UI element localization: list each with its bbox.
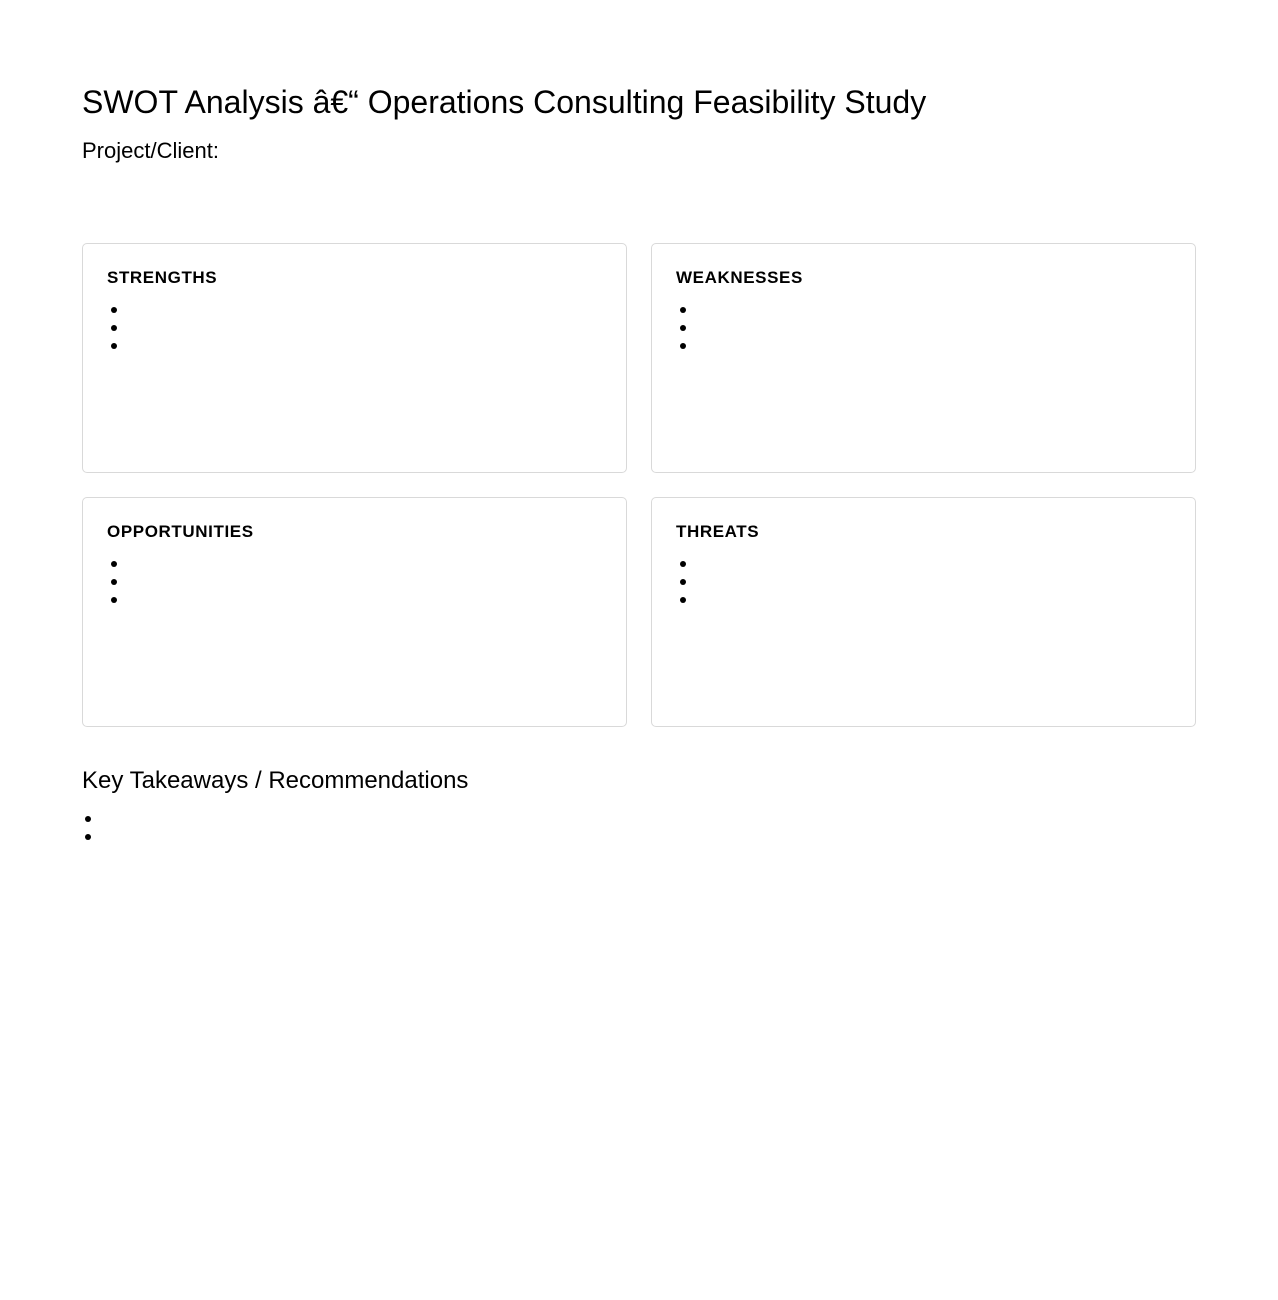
project-client-label: Project/Client: bbox=[82, 138, 219, 163]
swot-grid bbox=[82, 243, 1196, 727]
list-item bbox=[676, 573, 1171, 591]
list-item bbox=[676, 319, 1171, 337]
weaknesses-list bbox=[676, 301, 1171, 355]
bullet-icon bbox=[111, 325, 117, 331]
strengths-box bbox=[82, 243, 627, 473]
bullet-icon bbox=[85, 834, 91, 840]
threats-box bbox=[651, 497, 1196, 727]
document-title: SWOT Analysis â€“ Operations Consulting Feasibility Study bbox=[82, 84, 927, 120]
list-item bbox=[676, 337, 1171, 355]
bullet-icon bbox=[680, 325, 686, 331]
bullet-icon bbox=[680, 561, 686, 567]
bullet-icon bbox=[111, 579, 117, 585]
list-item bbox=[107, 555, 602, 573]
bullet-icon bbox=[85, 816, 91, 822]
list-item bbox=[107, 301, 602, 319]
bullet-icon bbox=[111, 343, 117, 349]
bullet-icon bbox=[111, 597, 117, 603]
takeaways-heading: Key Takeaways / Recommendations bbox=[82, 767, 469, 794]
list-item bbox=[107, 337, 602, 355]
opportunities-list bbox=[107, 555, 602, 609]
list-item bbox=[676, 301, 1171, 319]
bullet-icon bbox=[680, 579, 686, 585]
list-item bbox=[676, 591, 1171, 609]
bullet-icon bbox=[111, 561, 117, 567]
threats-list bbox=[676, 555, 1171, 609]
list-item bbox=[676, 555, 1171, 573]
threats-heading: THREATS bbox=[676, 522, 760, 541]
list-item bbox=[107, 319, 602, 337]
strengths-heading: STRENGTHS bbox=[107, 268, 218, 287]
opportunities-box bbox=[82, 497, 627, 727]
bullet-icon bbox=[111, 307, 117, 313]
weaknesses-heading: WEAKNESSES bbox=[676, 268, 803, 287]
list-item bbox=[107, 591, 602, 609]
bullet-icon bbox=[680, 343, 686, 349]
weaknesses-box bbox=[651, 243, 1196, 473]
bullet-icon bbox=[680, 307, 686, 313]
list-item bbox=[107, 573, 602, 591]
bullet-icon bbox=[680, 597, 686, 603]
opportunities-heading: OPPORTUNITIES bbox=[107, 522, 254, 541]
strengths-list bbox=[107, 301, 602, 355]
